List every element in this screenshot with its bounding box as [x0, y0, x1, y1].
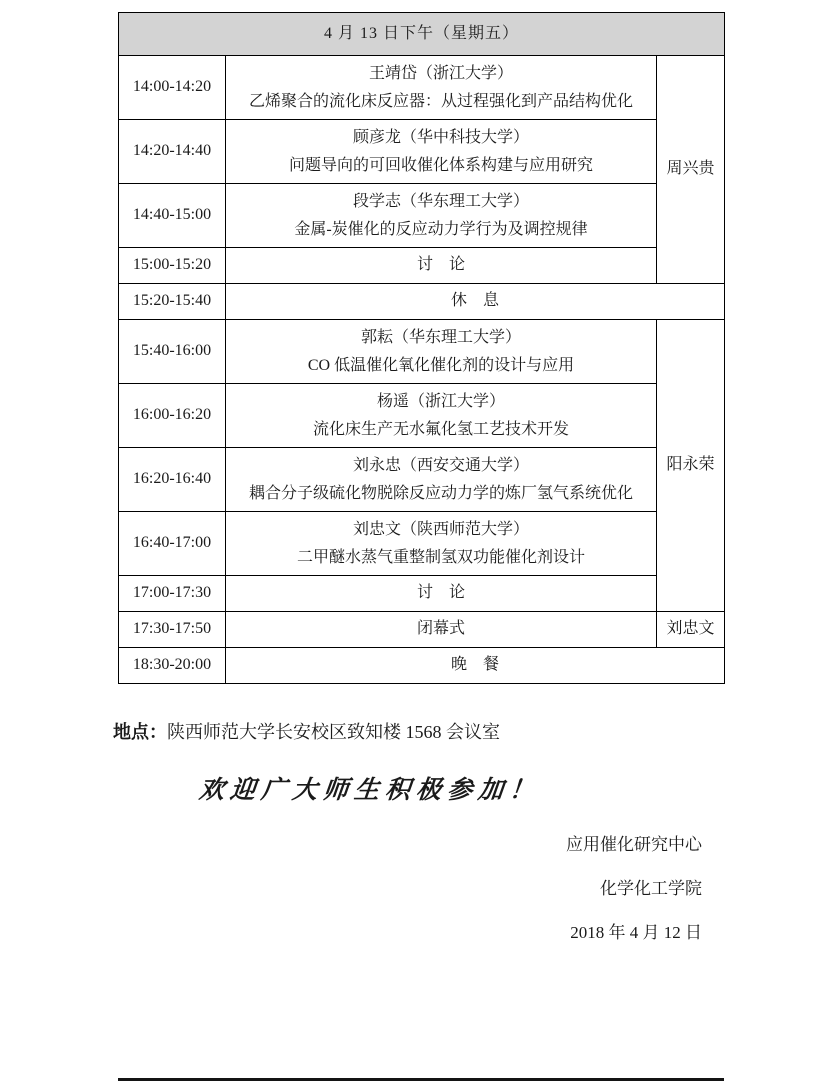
location-label: 地点：: [113, 722, 167, 742]
welcome-message: 欢迎广大师生积极参加！: [197, 777, 542, 804]
table-row: [119, 56, 725, 120]
chair-cell: 周兴贵: [657, 56, 725, 284]
table-row: [119, 248, 725, 284]
event-cell: 闭幕式: [226, 612, 657, 648]
chair-cell: 阳永荣: [657, 320, 725, 612]
table-row: [119, 184, 725, 248]
table-row: [119, 612, 725, 648]
table-header-row: [119, 13, 725, 56]
date-line: 2018 年 4 月 12 日: [570, 923, 702, 942]
schedule-table: [118, 12, 725, 684]
talk-title: 流化床生产无水氟化氢工艺技术开发: [312, 420, 569, 438]
speaker-name: 杨遥（浙江大学）: [376, 392, 505, 410]
time-cell: 17:00-17:30: [119, 576, 226, 612]
time-cell: 14:40-15:00: [119, 184, 226, 248]
talk-title: 金属-炭催化的反应动力学行为及调控规律: [294, 220, 588, 238]
time-cell: 16:20-16:40: [119, 448, 226, 512]
event-cell: 讨 论: [226, 248, 657, 284]
speaker-name: 刘永忠（西安交通大学）: [352, 456, 529, 474]
time-cell: 16:40-17:00: [119, 512, 226, 576]
time-cell: 15:40-16:00: [119, 320, 226, 384]
speaker-name: 顾彦龙（华中科技大学）: [352, 128, 529, 146]
time-cell: 17:30-17:50: [119, 612, 226, 648]
time-cell: 16:00-16:20: [119, 384, 226, 448]
table-row: [119, 512, 725, 576]
talk-title: 问题导向的可回收催化体系构建与应用研究: [288, 156, 593, 174]
talk-cell: [226, 384, 657, 448]
event-cell: 休 息: [226, 284, 725, 320]
talk-cell: [226, 512, 657, 576]
chair-cell: 刘忠文: [657, 612, 725, 648]
time-cell: 15:20-15:40: [119, 284, 226, 320]
org-line-2: 化学化工学院: [600, 879, 702, 898]
table-row: [119, 448, 725, 512]
talk-cell: [226, 56, 657, 120]
table-row: [119, 320, 725, 384]
speaker-name: 段学志（华东理工大学）: [352, 192, 529, 210]
talk-title: 耦合分子级硫化物脱除反应动力学的炼厂氢气系统优化: [248, 484, 633, 502]
event-cell: 晚 餐: [226, 648, 725, 684]
speaker-name: 刘忠文（陕西师范大学）: [352, 520, 529, 538]
table-row: [119, 384, 725, 448]
talk-cell: [226, 320, 657, 384]
table-row: [119, 576, 725, 612]
talk-title: CO 低温催化氧化催化剂的设计与应用: [307, 356, 575, 374]
signature-block: [566, 836, 702, 968]
table-row: [119, 284, 725, 320]
schedule-body: [119, 56, 725, 684]
talk-title: 二甲醚水蒸气重整制氢双功能催化剂设计: [296, 548, 585, 566]
location-text: 陕西师范大学长安校区致知楼 1568 会议室: [167, 722, 500, 742]
day-header: 4 月 13 日下午（星期五）: [119, 13, 725, 56]
location-line: [113, 718, 500, 744]
time-cell: 14:00-14:20: [119, 56, 226, 120]
next-page-table-border: [118, 1078, 724, 1081]
time-cell: 18:30-20:00: [119, 648, 226, 684]
speaker-name: 王靖岱（浙江大学）: [368, 64, 513, 82]
talk-cell: [226, 120, 657, 184]
talk-title: 乙烯聚合的流化床反应器：从过程强化到产品结构优化: [248, 92, 633, 110]
event-cell: 讨 论: [226, 576, 657, 612]
table-row: [119, 120, 725, 184]
talk-cell: [226, 184, 657, 248]
talk-cell: [226, 448, 657, 512]
time-cell: 15:00-15:20: [119, 248, 226, 284]
org-line-1: 应用催化研究中心: [566, 835, 702, 854]
table-row: [119, 648, 725, 684]
speaker-name: 郭耘（华东理工大学）: [360, 328, 521, 346]
time-cell: 14:20-14:40: [119, 120, 226, 184]
